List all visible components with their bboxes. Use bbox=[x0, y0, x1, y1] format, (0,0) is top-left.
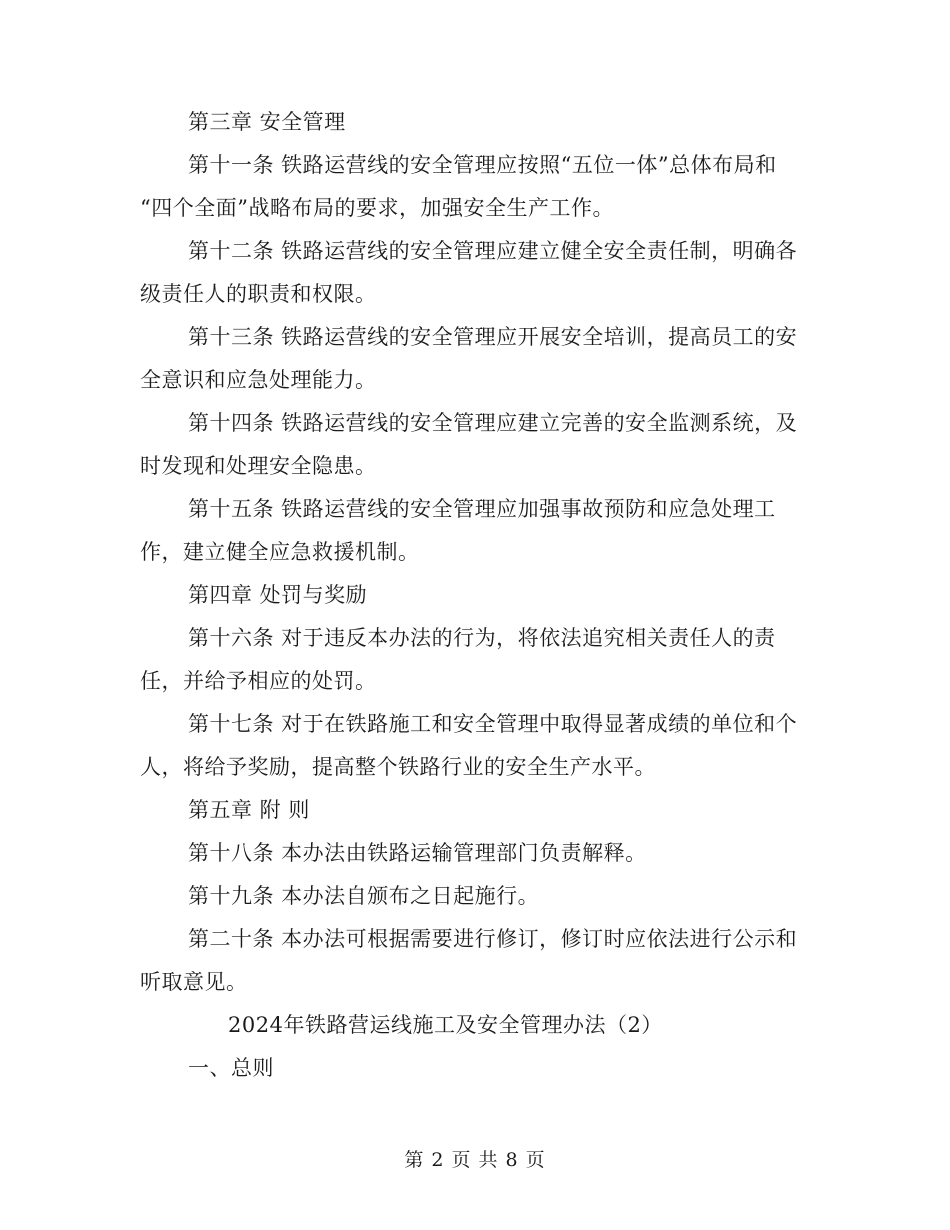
article-text: 人，将给予奖励，提高整个铁路行业的安全生产水平。 bbox=[140, 755, 656, 779]
chapter-heading: 第三章 安全管理 bbox=[188, 110, 346, 134]
article-text: 第十八条 本办法由铁路运输管理部门负责解释。 bbox=[188, 841, 647, 865]
article-text: 第十一条 铁路运营线的安全管理应按照“五位一体”总体布局和 bbox=[188, 153, 777, 177]
article-text: 第十三条 铁路运营线的安全管理应开展安全培训，提高员工的安 bbox=[188, 325, 798, 349]
article-text: 第十六条 对于违反本办法的行为，将依法追究相关责任人的责 bbox=[188, 626, 776, 650]
article-text: 时发现和处理安全隐患。 bbox=[140, 454, 377, 478]
section-subheading: 一、总则 bbox=[188, 1056, 274, 1080]
article-text: 第十七条 对于在铁路施工和安全管理中取得显著成绩的单位和个 bbox=[188, 712, 798, 736]
article-text: 第十五条 铁路运营线的安全管理应加强事故预防和应急处理工 bbox=[188, 497, 776, 521]
page-number-footer: 第 2 页 共 8 页 bbox=[404, 1149, 546, 1171]
article-text: 第十二条 铁路运营线的安全管理应建立健全安全责任制，明确各 bbox=[188, 239, 798, 263]
article-text: 全意识和应急处理能力。 bbox=[140, 368, 377, 392]
article-text: 第二十条 本办法可根据需要进行修订，修订时应依法进行公示和 bbox=[188, 927, 798, 951]
article-text: 听取意见。 bbox=[140, 970, 248, 994]
article-text: 第十四条 铁路运营线的安全管理应建立完善的安全监测系统，及 bbox=[188, 411, 798, 435]
chapter-heading: 第四章 处罚与奖励 bbox=[188, 583, 368, 607]
article-text: “四个全面”战略布局的要求，加强安全生产工作。 bbox=[140, 196, 614, 220]
article-text: 任，并给予相应的处罚。 bbox=[140, 669, 377, 693]
chapter-heading: 第五章 附 则 bbox=[188, 798, 310, 822]
section-title: 2024年铁路营运线施工及安全管理办法（2） bbox=[228, 1013, 663, 1037]
article-text: 第十九条 本办法自颁布之日起施行。 bbox=[188, 884, 540, 908]
article-text: 级责任人的职责和权限。 bbox=[140, 282, 377, 306]
article-text: 作，建立健全应急救援机制。 bbox=[140, 540, 420, 564]
